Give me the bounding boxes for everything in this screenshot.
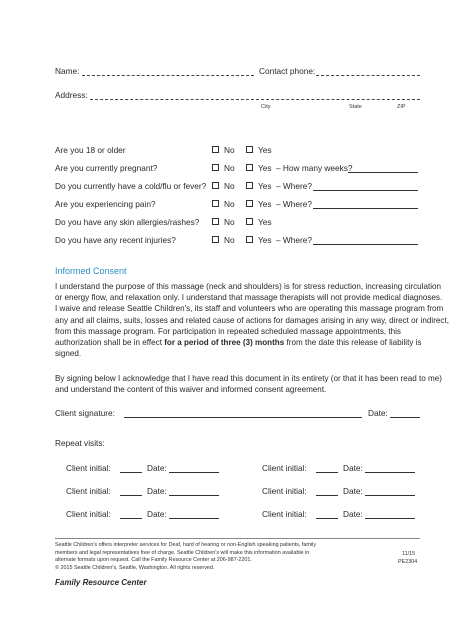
client-initial-label: Client initial: — [66, 509, 111, 519]
yes-checkbox[interactable] — [246, 182, 253, 189]
yes-label: Yes — [258, 217, 272, 227]
no-checkbox[interactable] — [212, 164, 219, 171]
no-checkbox[interactable] — [212, 200, 219, 207]
detail-prompt: – Where? — [276, 181, 312, 191]
client-initial-field[interactable] — [120, 472, 142, 473]
visit-date-label: Date: — [343, 486, 363, 496]
no-label: No — [224, 199, 235, 209]
repeat-visits-label: Repeat visits: — [55, 438, 105, 448]
consent-line: I waive and release Seattle Children's, its staff and volunteers who are operating this massage program from — [55, 304, 444, 314]
client-initial-label: Client initial: — [66, 486, 111, 496]
contact-phone-field[interactable] — [316, 75, 420, 76]
term-period-bold: for a period of three (3) months — [164, 338, 285, 348]
footer-line: © 2015 Seattle Children's, Seattle, Washington. All rights reserved. — [55, 564, 215, 571]
city-label: City — [261, 104, 271, 110]
no-label: No — [224, 235, 235, 245]
yes-checkbox[interactable] — [246, 218, 253, 225]
signature-date-label: Date: — [368, 408, 388, 418]
client-initial-label: Client initial: — [262, 509, 307, 519]
visit-date-field[interactable] — [169, 472, 219, 473]
visit-date-label: Date: — [147, 509, 167, 519]
visit-date-field[interactable] — [365, 472, 415, 473]
no-checkbox[interactable] — [212, 182, 219, 189]
yes-label: Yes — [258, 145, 272, 155]
yes-label: Yes — [258, 199, 272, 209]
consent-line-term — [55, 337, 474, 348]
question-text: Are you 18 or older — [55, 145, 126, 155]
term-text-before: authorization shall be in effect — [55, 338, 165, 348]
question-text: Do you have any skin allergies/rashes? — [55, 217, 200, 227]
footer-line: alternate formats upon request. Call the Family Resource Center at 206-987-2201. — [55, 557, 252, 564]
zip-label: ZIP — [397, 104, 406, 110]
detail-field[interactable] — [348, 172, 418, 173]
no-checkbox[interactable] — [212, 146, 219, 153]
consent-line: from this massage program. For participation in repeated scheduled massage appointments, this — [55, 326, 401, 336]
signature-date-field[interactable] — [390, 417, 420, 418]
footer-notice — [55, 542, 316, 572]
no-label: No — [224, 163, 235, 173]
client-initial-label: Client initial: — [66, 463, 111, 473]
consent-line: signed. — [55, 349, 82, 359]
visit-date-label: Date: — [343, 509, 363, 519]
yes-label: Yes — [258, 235, 272, 245]
ack-line: By signing below I acknowledge that I have read this document in its entirety (or that it has been read to me) — [55, 374, 442, 383]
name-label: Name: — [55, 66, 80, 76]
yes-label: Yes — [258, 181, 272, 191]
no-checkbox[interactable] — [212, 218, 219, 225]
footer-divider — [55, 538, 420, 539]
no-label: No — [224, 217, 235, 227]
detail-prompt: – Where? — [276, 199, 312, 209]
consent-line: any and all claims, suits, losses and related cause of actions for damages arising in any way, direct or indirect, — [55, 315, 449, 325]
visit-date-field[interactable] — [365, 518, 415, 519]
no-label: No — [224, 181, 235, 191]
informed-consent-heading: Informed Consent — [55, 266, 127, 276]
visit-date-label: Date: — [343, 463, 363, 473]
state-label: State — [349, 104, 362, 110]
visit-date-field[interactable] — [365, 495, 415, 496]
family-resource-center-logo: Family Resource Center — [55, 578, 147, 587]
consent-paragraph — [55, 281, 474, 359]
contact-phone-label: Contact phone: — [259, 66, 316, 76]
form-number: PE2304 — [398, 559, 418, 565]
client-initial-field[interactable] — [120, 518, 142, 519]
client-initial-label: Client initial: — [262, 486, 307, 496]
detail-prompt: – Where? — [276, 235, 312, 245]
visit-date-label: Date: — [147, 486, 167, 496]
form-date-code: 11/15 — [402, 551, 416, 557]
visit-date-field[interactable] — [169, 518, 219, 519]
consent-line: or energy flow, and relaxation only. I understand that massage therapists will not provide medical diagnoses. — [55, 293, 443, 303]
question-text: Do you have any recent injuries? — [55, 235, 176, 245]
yes-label: Yes — [258, 163, 272, 173]
client-initial-field[interactable] — [316, 518, 338, 519]
name-field[interactable] — [82, 75, 254, 76]
yes-checkbox[interactable] — [246, 146, 253, 153]
address-field[interactable] — [90, 99, 420, 100]
client-initial-label: Client initial: — [262, 463, 307, 473]
detail-field[interactable] — [313, 244, 418, 245]
client-initial-field[interactable] — [120, 495, 142, 496]
detail-field[interactable] — [313, 190, 418, 191]
ack-line: and understand the content of this waiver and informed consent agreement. — [55, 385, 327, 395]
consent-line: I understand the purpose of this massage (neck and shoulders) is for stress reduction, increasing circulation — [55, 282, 442, 291]
detail-field[interactable] — [313, 208, 418, 209]
client-initial-field[interactable] — [316, 472, 338, 473]
client-signature-label: Client signature: — [55, 408, 115, 418]
question-text: Are you experiencing pain? — [55, 199, 156, 209]
yes-checkbox[interactable] — [246, 200, 253, 207]
footer-line: members and legal representatives free of charge. Seattle Children's will make this information available in — [55, 549, 310, 556]
address-label: Address: — [55, 90, 88, 100]
visit-date-field[interactable] — [169, 495, 219, 496]
yes-checkbox[interactable] — [246, 164, 253, 171]
yes-checkbox[interactable] — [246, 236, 253, 243]
client-initial-field[interactable] — [316, 495, 338, 496]
visit-date-label: Date: — [147, 463, 167, 473]
acknowledgement-paragraph — [55, 373, 474, 395]
term-text-after: from the date this release of liability is — [284, 338, 422, 348]
footer-line: Seattle Children's offers interpreter services for Deaf, hard of hearing or non-English speaking patients, family — [55, 542, 317, 548]
client-signature-field[interactable] — [124, 417, 362, 418]
no-checkbox[interactable] — [212, 236, 219, 243]
question-text: Do you currently have a cold/flu or fever? — [55, 181, 207, 191]
question-text: Are you currently pregnant? — [55, 163, 158, 173]
detail-prompt: – How many weeks? — [276, 163, 353, 173]
no-label: No — [224, 145, 235, 155]
